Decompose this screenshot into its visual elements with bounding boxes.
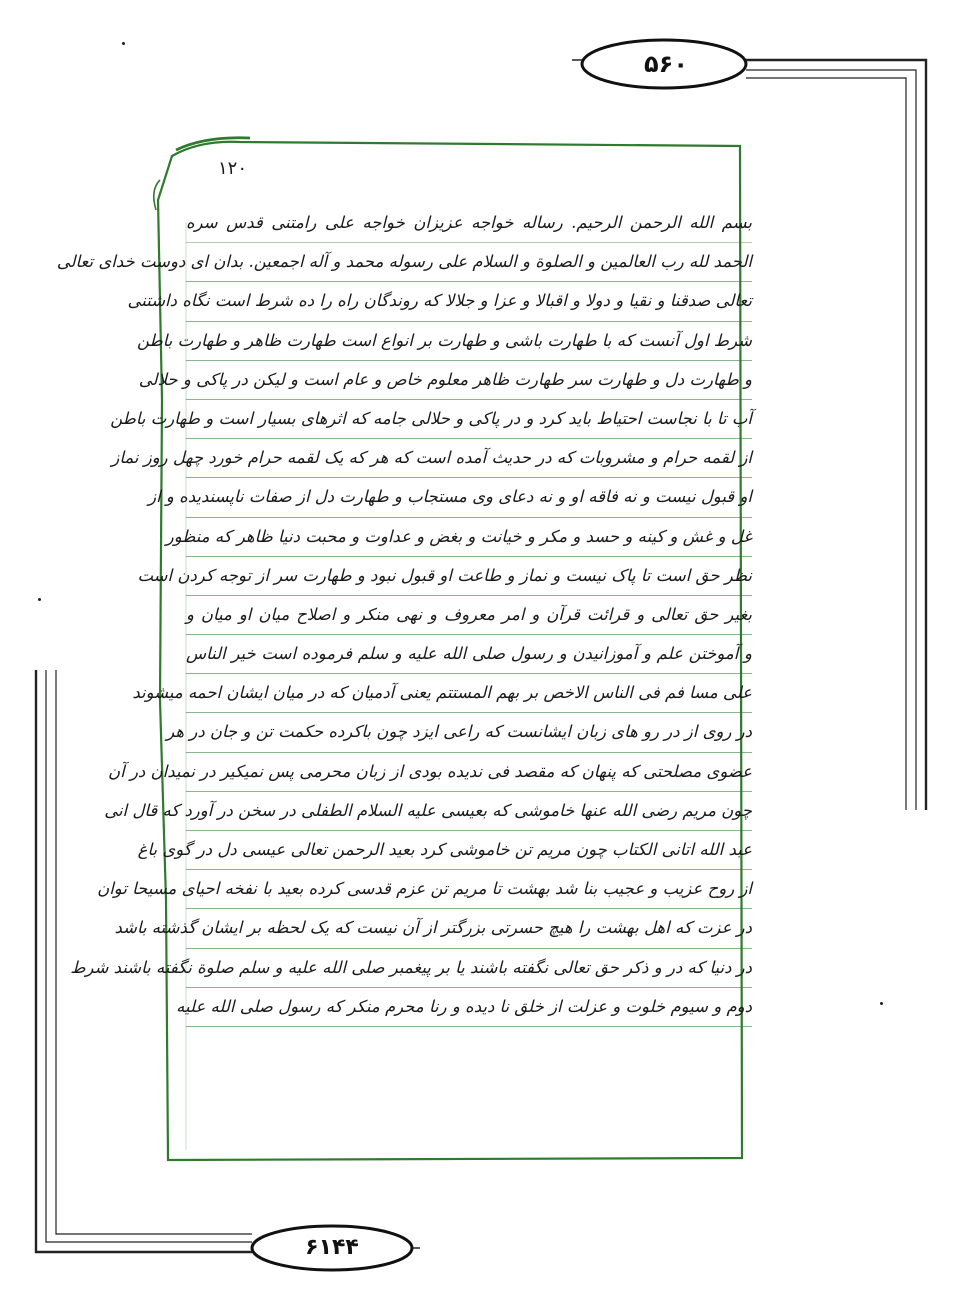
manuscript-folio-number: ۱۲۰ [218,158,248,179]
manuscript-line: او قبول نیست و نه فاقه او و نه دعای وی مستجاب و طهارت دل از صفات ناپسندیده و از [186,478,752,517]
manuscript-line: شرط اول آنست که با طهارت باشی و طهارت بر انواع است طهارت ظاهر و طهارت باطن [186,322,752,361]
manuscript-text [56,204,752,1027]
manuscript-line: علی مسا فم فی الناس الاخص بر بهم المستتم یعنی آدمیان که در میان ایشان احمه میشوند [186,674,752,713]
manuscript-line: در عزت که اهل بهشت را هیچ حسرتی بزرگتر از آن نیست که یک لحظه بر ایشان گذشته باشد [186,909,752,948]
manuscript-line: بسم الله الرحمن الرحیم. رساله خواجه عزیزان خواجه علی رامتنی قدس سره [186,204,752,243]
manuscript-line: در روی از در رو های زبان ایشانست که راعی ایزد چون باکرده حکمت تن و جان در هر [186,713,752,752]
stray-dot [38,598,41,601]
manuscript-line: عضوی مصلحتی که پنهان که مقصد فی ندیده بودی از زبان محرمی پس نمیکیر در نمیدان در آن [186,753,752,792]
manuscript-line: الحمد لله رب العالمین و الصلوة و السلام علی رسوله محمد و آله اجمعین. بدان ای دوست خدای تعالی [186,243,752,282]
manuscript-line: و طهارت دل و طهارت سر طهارت ظاهر معلوم خاص و عام است و لیکن در پاکی و حلالی [186,361,752,400]
manuscript-line: از لقمه حرام و مشروبات که در حدیث آمده است که هر که یک لقمه حرام خورد چهل روز نماز [186,439,752,478]
stray-dot [122,42,125,45]
manuscript-line: نظر حق است تا پاک نیست و نماز و طاعت او قبول نبود و طهارت سر از توجه کردن است [186,557,752,596]
manuscript-line: آب تا با نجاست احتیاط باید کرد و در پاکی و حلالی جامه که اثرهای بسیار است و طهارت باطن [186,400,752,439]
manuscript-line: دوم و سیوم خلوت و عزلت از خلق نا دیده و رنا محرم منکر که رسول صلی الله علیه [186,988,752,1027]
manuscript-page [56,138,772,1160]
manuscript-line: از روح عزیب و عجیب بنا شد بهشت تا مریم تن عزم قدسی کرده بعید با نفخه احیای مسیحا توان [186,870,752,909]
manuscript-line: بغیر حق تعالی و قرائت قرآن و امر معروف و نهی منکر و اصلاح میان او میان و [186,596,752,635]
manuscript-line: تعالی صدقنا و نقیا و دولا و اقبالا و عزا و جلالا که روندگان راه را ده شرط است نگاه داشتنی [186,282,752,321]
manuscript-line: و آموختن علم و آموزانیدن و رسول صلی الله علیه و سلم فرموده است خیر الناس [186,635,752,674]
manuscript-line: غل و غش و کینه و حسد و مکر و خیانت و بغض و عداوت و محبت دنیا ظاهر که منظور [186,518,752,557]
manuscript-line: عبد الله اتانی الکتاب چون مریم تن خاموشی کرد بعید الرحمن تعالی عیسی دل در گوی باغ [186,831,752,870]
manuscript-line: چون مریم رضی الله عنها خاموشی که بعیسی علیه السلام الطفلی در سخن در آورد که قال انی [186,792,752,831]
bottom-page-number: ۶۱۴۴ [305,1235,359,1260]
manuscript-line: در دنیا که در و ذکر حق تعالی نگفته باشند یا بر پیغمبر صلی الله علیه و سلم صلوة نگفته باشند شرط [186,949,752,988]
top-page-number: ۵۶۰ [644,50,688,78]
stray-dot [880,1002,883,1005]
